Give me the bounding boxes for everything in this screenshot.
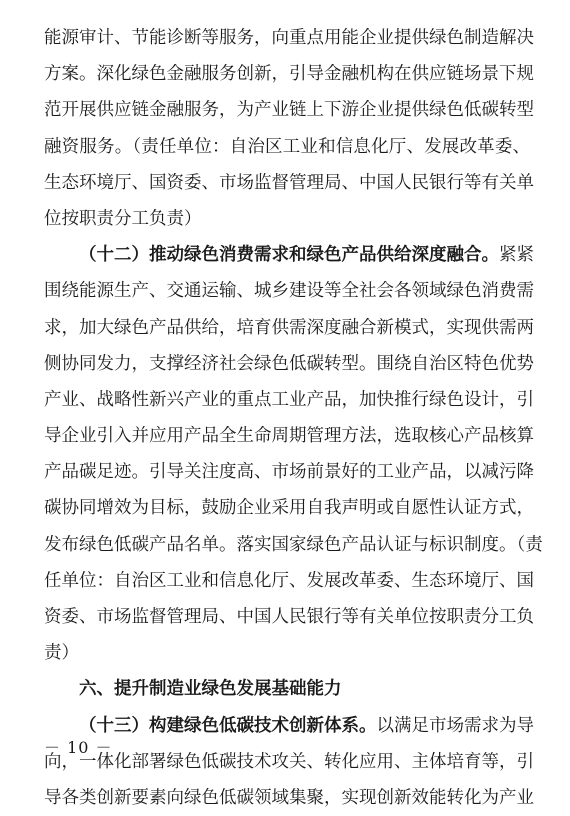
paragraph-line: 责） bbox=[44, 643, 79, 664]
paragraph-line: 生态环境厅、国资委、市场监督管理局、中国人民银行等有关单 bbox=[44, 172, 534, 193]
section-13-first-line bbox=[44, 708, 534, 744]
chapter-6-heading: 六、提升制造业绿色发展基础能力 bbox=[79, 679, 342, 700]
paragraph-line: 围绕能源生产、交通运输、城乡建设等全社会各领域绿色消费需 bbox=[44, 281, 534, 302]
paragraph-line: 任单位：自治区工业和信息化厅、发展改革委、生态环境厅、国 bbox=[44, 570, 534, 591]
document-body bbox=[44, 20, 543, 816]
paragraph-line: 求，加大绿色产品供给，培育供需深度融合新模式，实现供需两 bbox=[44, 317, 534, 338]
section-12-first-line bbox=[44, 237, 534, 273]
paragraph-line: 碳协同增效为目标，鼓励企业采用自我声明或自愿性认证方式， bbox=[44, 498, 534, 519]
paragraph-line: 侧协同发力，支撑经济社会绿色低碳转型。围绕自治区特色优势 bbox=[44, 353, 534, 374]
paragraph-line: 能源审计、节能诊断等服务，向重点用能企业提供绿色制造解决 bbox=[44, 28, 534, 48]
paragraph-line: 产品碳足迹。引导关注度高、市场前景好的工业产品，以减污降 bbox=[44, 462, 534, 483]
paragraph-line: 导企业引入并应用产品全生命周期管理方法，选取核心产品核算 bbox=[44, 426, 534, 447]
section-12-heading: （十二）推动绿色消费需求和绿色产品供给深度融合。 bbox=[79, 245, 499, 266]
paragraph-line: 产业、战略性新兴产业的重点工业产品，加快推行绿色设计，引 bbox=[44, 389, 534, 410]
section-12-text: 紧紧 bbox=[499, 245, 534, 266]
section-13-text: 以满足市场需求为导 bbox=[376, 715, 534, 736]
paragraph-line: 范开展供应链金融服务，为产业链上下游企业提供绿色低碳转型 bbox=[44, 100, 534, 121]
section-13-heading: （十三）构建绿色低碳技术创新体系。 bbox=[79, 715, 377, 736]
page-number: － 10 － bbox=[44, 738, 113, 757]
paragraph-line: 导各类创新要素向绿色低碳领域集聚，实现创新效能转化为产业 bbox=[44, 787, 534, 808]
paragraph-line: 位按职责分工负责） bbox=[44, 208, 202, 229]
paragraph-line: 向，一体化部署绿色低碳技术攻关、转化应用、主体培育等，引 bbox=[44, 751, 534, 772]
paragraph-line: 融资服务。（责任单位：自治区工业和信息化厅、发展改革委、 bbox=[44, 136, 530, 157]
paragraph-line: 资委、市场监督管理局、中国人民银行等有关单位按职责分工负 bbox=[44, 607, 534, 627]
paragraph-line: 发布绿色低碳产品名单。落实国家绿色产品认证与标识制度。（责 bbox=[44, 534, 543, 555]
paragraph-line: 方案。深化绿色金融服务创新，引导金融机构在供应链场景下规 bbox=[44, 64, 534, 85]
